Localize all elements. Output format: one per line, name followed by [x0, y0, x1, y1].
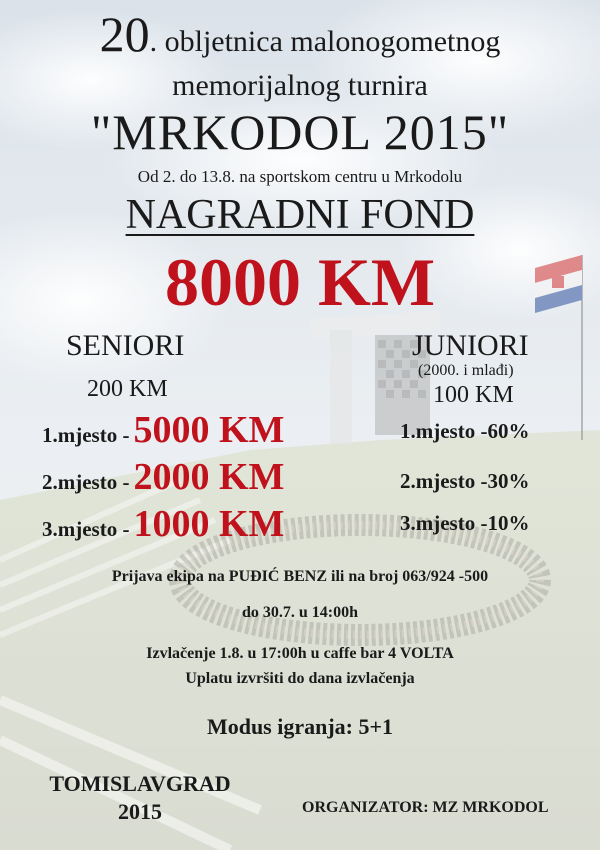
prize-fund-title: [0, 190, 600, 240]
prize-fund-title-text: NAGRADNI FOND: [125, 192, 475, 238]
place-label: 1.mjesto -: [42, 423, 130, 447]
game-mode: Modus igranja: 5+1: [206, 714, 394, 739]
seniors-title: SENIORI: [66, 329, 185, 362]
place-label: 2.mjesto -: [42, 470, 130, 494]
place-label: 1.mjesto -: [400, 419, 488, 443]
place-label: 3.mjesto -: [400, 511, 488, 535]
seniors-fee: 200 KM: [87, 376, 168, 402]
juniors-title: JUNIORI: [412, 329, 529, 362]
juniors-fee: 100 KM: [433, 382, 514, 408]
seniors-place-3: [42, 502, 284, 554]
prize-fund-total: 8000 KM: [164, 244, 436, 320]
registration-info: Prijava ekipa na PUĐIĆ BENZ ili na broj 063/924 -500: [111, 568, 489, 585]
organizer: ORGANIZATOR: MZ MRKODOL: [302, 799, 549, 816]
anniversary-line: [0, 6, 600, 62]
anniversary-subtitle: memorijalnog turnira: [172, 69, 428, 102]
place-prize: 10%: [487, 511, 530, 535]
anniversary-number: 20: [99, 6, 150, 62]
place-label: 2.mjesto -: [400, 469, 488, 493]
seniors-place-2: [42, 455, 284, 507]
dates-line: Od 2. do 13.8. na sportskom centru u Mrkodolu: [137, 167, 463, 186]
place-prize: 5000 KM: [133, 409, 285, 451]
tournament-name: "MRKODOL 2015": [90, 104, 510, 160]
registration-deadline: do 30.7. u 14:00h: [241, 604, 359, 621]
place-prize: 1000 KM: [133, 503, 285, 545]
anniversary-text: . obljetnica malonogometnog: [149, 25, 501, 58]
payment-info: Uplatu izvršiti do dana izvlačenja: [185, 670, 415, 687]
place-prize: 30%: [487, 469, 530, 493]
juniors-place-3: [400, 508, 529, 538]
draw-info: Izvlačenje 1.8. u 17:00h u caffe bar 4 VOLTA: [146, 645, 454, 662]
seniors-place-1: [42, 408, 284, 460]
footer-city: TOMISLAVGRAD: [49, 771, 231, 796]
place-prize: 60%: [487, 419, 530, 443]
juniors-place-2: [400, 466, 529, 496]
footer-year: 2015: [118, 799, 162, 824]
juniors-age-note: (2000. i mlađi): [418, 362, 514, 379]
place-prize: 2000 KM: [133, 456, 285, 498]
juniors-place-1: [400, 416, 529, 446]
place-label: 3.mjesto -: [42, 517, 130, 541]
